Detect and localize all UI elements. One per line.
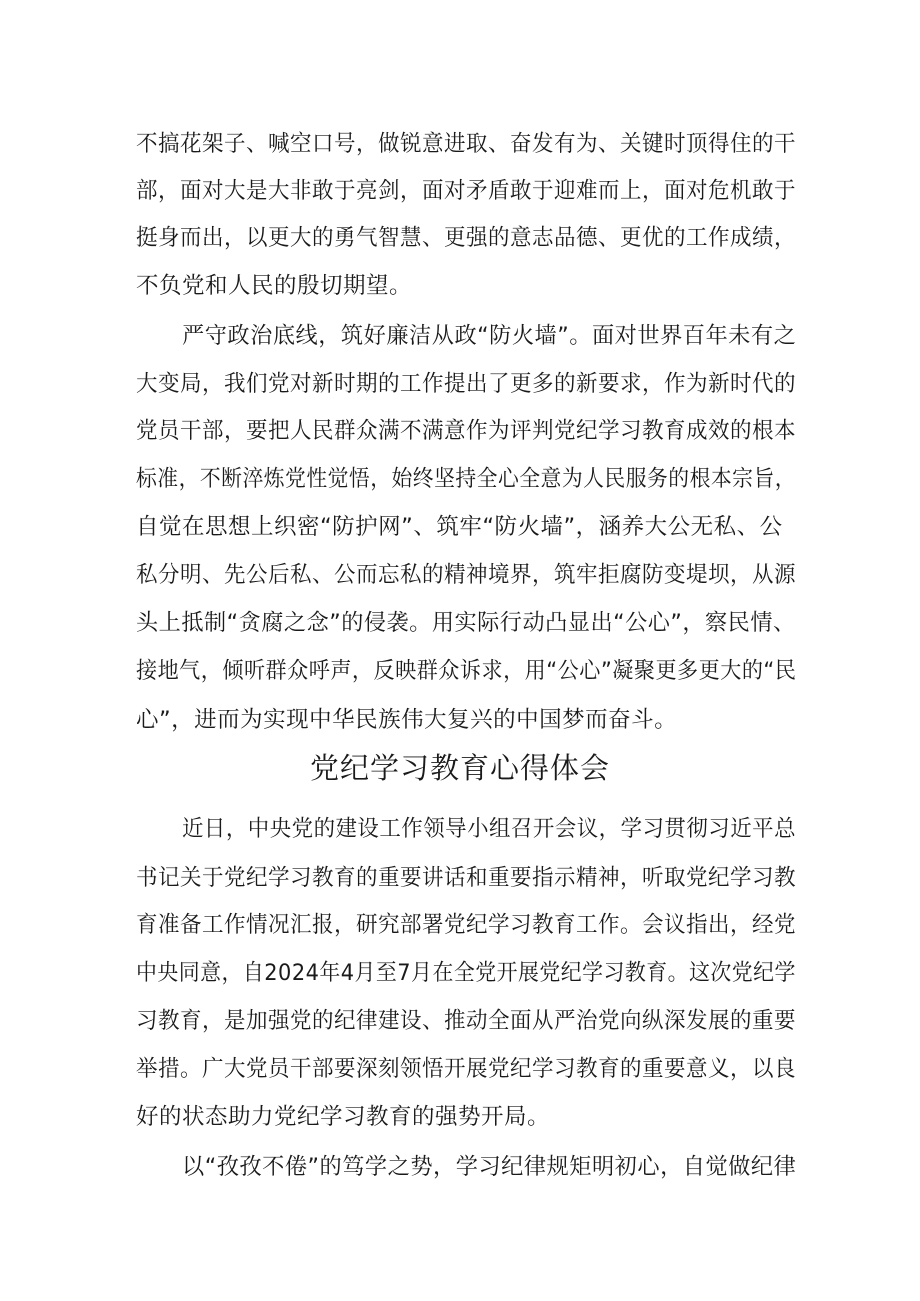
paragraph-4-line-1: 以“孜孜不倦”的笃学之势，学习纪律规矩明初心，自觉做纪律: [182, 1154, 797, 1180]
paragraph-2-line-6: 私分明、先公后私、公而忘私的精神境界，筑牢拒腐防变堤坝，从源: [136, 562, 796, 588]
paragraph-2-line-4: 标准，不断淬炼党性觉悟，始终坚持全心全意为人民服务的根本宗旨，: [136, 466, 797, 492]
paragraph-3-line-7: 好的状态助力党纪学习教育的强势开局。: [136, 1104, 551, 1130]
paragraph-2-line-8: 接地气，倾听群众呼声，反映群众诉求，用“公心”凝聚更多更大的“民: [136, 658, 797, 684]
paragraph-2-line-5: 自觉在思想上织密“防护网”、筑牢“防火墙”，涵养大公无私、公: [136, 514, 783, 540]
paragraph-3-line-5: 习教育，是加强党的纪律建设、推动全面从严治党向纵深发展的重要: [136, 1008, 796, 1034]
paragraph-2-line-9: 心”，进而为实现中华民族伟大复兴的中国梦而奋斗。: [136, 707, 678, 733]
paragraph-3-line-1: 近日，中央党的建设工作领导小组召开会议，学习贯彻习近平总: [182, 816, 797, 842]
paragraph-1-line-4: 不负党和人民的殷切期望。: [136, 273, 413, 299]
paragraph-2-line-1: 严守政治底线，筑好廉洁从政“防火墙”。面对世界百年未有之: [182, 323, 797, 349]
paragraph-1-line-2: 部，面对大是大非敢于亮剑，面对矛盾敢于迎难而上，面对危机敢于: [136, 178, 796, 204]
paragraph-3-line-4: 中央同意，自2024年4月至7月在全党开展党纪学习教育。这次党纪学: [136, 960, 796, 986]
paragraph-3-line-3: 育准备工作情况汇报，研究部署党纪学习教育工作。会议指出，经党: [136, 912, 796, 938]
paragraph-2-line-2: 大变局，我们党对新时期的工作提出了更多的新要求，作为新时代的: [136, 371, 796, 397]
paragraph-2-line-3: 党员干部，要把人民群众满不满意作为评判党纪学习教育成效的根本: [136, 418, 796, 444]
section-title: 党纪学习教育心得体会: [309, 751, 610, 785]
paragraph-2-line-7: 头上抵制“贪腐之念”的侵袭。用实际行动凸显出“公心”，察民情、: [136, 610, 796, 636]
paragraph-1-line-1: 不搞花架子、喊空口号，做锐意进取、奋发有为、关键时顶得住的干: [136, 131, 796, 157]
paragraph-3-line-6: 举措。广大党员干部要深刻领悟开展党纪学习教育的重要意义，以良: [136, 1056, 796, 1082]
paragraph-1-line-3: 挺身而出，以更大的勇气智慧、更强的意志品德、更优的工作成绩，: [136, 225, 796, 251]
paragraph-3-line-2: 书记关于党纪学习教育的重要讲话和重要指示精神，听取党纪学习教: [136, 865, 796, 891]
